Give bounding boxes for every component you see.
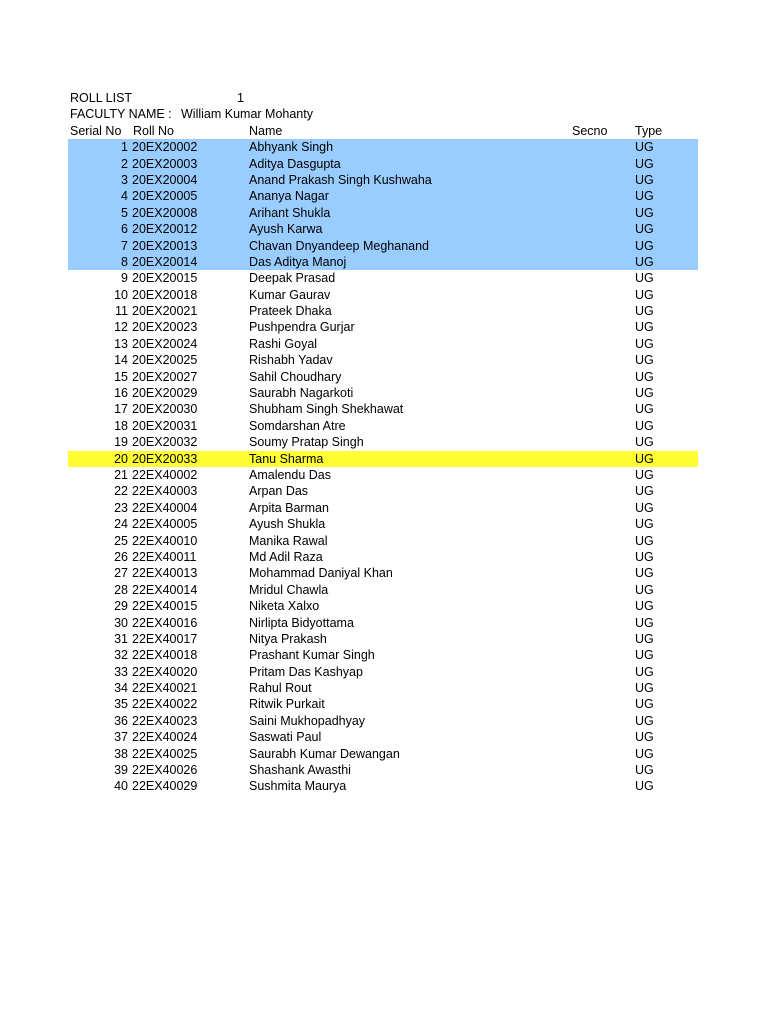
header-serial-no: Serial No [70, 123, 122, 138]
type-cell: UG [635, 156, 654, 171]
type-cell: UG [635, 418, 654, 433]
serial-no-cell: 3 [121, 172, 128, 187]
type-cell: UG [635, 713, 654, 728]
table-row [68, 287, 698, 303]
type-cell: UG [635, 763, 654, 778]
roll-no-cell: 22EX40023 [132, 713, 198, 728]
roll-no-cell: 22EX40024 [132, 730, 198, 745]
roll-no-cell: 20EX20027 [132, 369, 198, 384]
roll-no-cell: 20EX20004 [132, 172, 198, 187]
roll-list-sheet [68, 90, 698, 795]
roll-no-cell: 20EX20013 [132, 238, 198, 253]
serial-no-cell: 26 [114, 549, 128, 564]
type-cell: UG [635, 484, 654, 499]
serial-no-cell: 6 [121, 222, 128, 237]
table-row [68, 205, 698, 221]
type-cell: UG [635, 746, 654, 761]
student-name-cell: Sahil Choudhary [249, 369, 342, 384]
type-cell: UG [635, 615, 654, 630]
student-name-cell: Arpan Das [249, 484, 309, 499]
student-name-cell: Tanu Sharma [249, 451, 324, 466]
student-name-cell: Arihant Shukla [249, 205, 331, 220]
roll-no-cell: 20EX20029 [132, 386, 198, 401]
student-name-cell: Rahul Rout [249, 681, 312, 696]
roll-no-cell: 22EX40011 [132, 549, 197, 564]
type-cell: UG [635, 648, 654, 663]
roll-no-cell: 22EX40017 [132, 631, 198, 646]
roll-no-cell: 20EX20005 [132, 189, 198, 204]
roll-no-cell: 22EX40013 [132, 566, 198, 581]
student-name-cell: Das Aditya Manoj [249, 254, 347, 269]
roll-no-cell: 20EX20025 [132, 353, 198, 368]
type-cell: UG [635, 172, 654, 187]
serial-no-cell: 40 [114, 779, 128, 794]
serial-no-cell: 22 [114, 484, 128, 499]
type-cell: UG [635, 533, 654, 548]
student-name-cell: Saurabh Nagarkoti [249, 386, 354, 401]
student-name-cell: Saurabh Kumar Dewangan [249, 746, 400, 761]
serial-no-cell: 24 [114, 517, 128, 532]
table-row [68, 254, 698, 270]
serial-no-cell: 27 [114, 566, 128, 581]
table-row [68, 680, 698, 696]
serial-no-cell: 14 [114, 353, 128, 368]
serial-no-cell: 12 [114, 320, 128, 335]
student-name-cell: Niketa Xalxo [249, 599, 320, 614]
type-cell: UG [635, 500, 654, 515]
serial-no-cell: 11 [115, 304, 128, 319]
serial-no-cell: 23 [114, 500, 128, 515]
roll-no-cell: 22EX40021 [132, 681, 198, 696]
student-name-cell: Mridul Chawla [249, 582, 329, 597]
type-cell: UG [635, 566, 654, 581]
header-type: Type [635, 123, 663, 138]
student-name-cell: Kumar Gaurav [249, 287, 331, 302]
type-cell: UG [635, 631, 654, 646]
type-cell: UG [635, 730, 654, 745]
table-row [68, 172, 698, 188]
student-name-cell: Prashant Kumar Singh [249, 648, 375, 663]
table-row [68, 746, 698, 762]
student-name-cell: Mohammad Daniyal Khan [249, 566, 393, 581]
roll-no-cell: 22EX40020 [132, 664, 198, 679]
type-cell: UG [635, 435, 654, 450]
type-cell: UG [635, 189, 654, 204]
table-row [68, 221, 698, 237]
table-row [68, 188, 698, 204]
type-cell: UG [635, 353, 654, 368]
roll-no-cell: 20EX20014 [132, 254, 198, 269]
roll-no-cell: 22EX40018 [132, 648, 198, 663]
table-row [68, 598, 698, 614]
student-name-cell: Pritam Das Kashyap [249, 664, 363, 679]
table-row [68, 434, 698, 450]
student-name-cell: Chavan Dnyandeep Meghanand [249, 238, 429, 253]
roll-no-cell: 22EX40002 [132, 467, 198, 482]
table-row [68, 631, 698, 647]
type-cell: UG [635, 517, 654, 532]
type-cell: UG [635, 254, 654, 269]
header-row [68, 123, 698, 139]
serial-no-cell: 7 [121, 238, 128, 253]
student-name-cell: Prateek Dhaka [249, 304, 332, 319]
roll-no-cell: 22EX40014 [132, 582, 198, 597]
roll-list-number: 1 [237, 91, 244, 105]
serial-no-cell: 17 [114, 402, 128, 417]
student-name-cell: Ananya Nagar [249, 189, 329, 204]
type-cell: UG [635, 402, 654, 417]
table-row [68, 647, 698, 663]
type-cell: UG [635, 451, 654, 466]
serial-no-cell: 13 [114, 336, 128, 351]
roll-no-cell: 20EX20023 [132, 320, 198, 335]
student-name-cell: Nitya Prakash [249, 631, 327, 646]
table-row [68, 549, 698, 565]
serial-no-cell: 25 [114, 533, 128, 548]
table-row [68, 238, 698, 254]
faculty-label: FACULTY NAME : [70, 107, 172, 122]
student-name-cell: Anand Prakash Singh Kushwaha [249, 172, 432, 187]
type-cell: UG [635, 664, 654, 679]
serial-no-cell: 4 [121, 189, 128, 204]
roll-no-cell: 20EX20018 [132, 287, 198, 302]
table-row [68, 139, 698, 155]
roll-no-cell: 22EX40004 [132, 500, 198, 515]
serial-no-cell: 34 [114, 681, 128, 696]
table-row [68, 303, 698, 319]
type-cell: UG [635, 549, 654, 564]
header-roll-no: Roll No [133, 123, 174, 138]
table-row [68, 762, 698, 778]
serial-no-cell: 2 [121, 156, 128, 171]
serial-no-cell: 35 [114, 697, 128, 712]
serial-no-cell: 19 [114, 435, 128, 450]
serial-no-cell: 16 [114, 386, 128, 401]
table-row [68, 401, 698, 417]
type-cell: UG [635, 681, 654, 696]
roll-no-cell: 20EX20015 [132, 271, 198, 286]
type-cell: UG [635, 271, 654, 286]
serial-no-cell: 9 [121, 271, 128, 286]
student-name-cell: Pushpendra Gurjar [249, 320, 355, 335]
student-name-cell: Shubham Singh Shekhawat [249, 402, 404, 417]
roll-no-cell: 22EX40016 [132, 615, 198, 630]
roll-no-cell: 20EX20033 [132, 451, 198, 466]
table-row [68, 156, 698, 172]
table-row [68, 582, 698, 598]
type-cell: UG [635, 336, 654, 351]
table-row [68, 565, 698, 581]
student-name-cell: Arpita Barman [249, 500, 329, 515]
table-row [68, 483, 698, 499]
student-name-cell: Shashank Awasthi [249, 763, 351, 778]
serial-no-cell: 38 [114, 746, 128, 761]
roll-no-cell: 22EX40026 [132, 763, 198, 778]
student-name-cell: Saswati Paul [249, 730, 322, 745]
table-row [68, 664, 698, 680]
serial-no-cell: 30 [114, 615, 128, 630]
type-cell: UG [635, 304, 654, 319]
type-cell: UG [635, 287, 654, 302]
serial-no-cell: 33 [114, 664, 128, 679]
roll-no-cell: 22EX40010 [132, 533, 198, 548]
table-row [68, 467, 698, 483]
type-cell: UG [635, 386, 654, 401]
table-row [68, 352, 698, 368]
type-cell: UG [635, 779, 654, 794]
table-row [68, 336, 698, 352]
student-name-cell: Rashi Goyal [249, 336, 318, 351]
table-row [68, 713, 698, 729]
student-name-cell: Abhyank Singh [249, 140, 334, 155]
roll-no-cell: 20EX20003 [132, 156, 198, 171]
serial-no-cell: 1 [121, 140, 128, 155]
table-row [68, 451, 698, 467]
student-name-cell: Ritwik Purkait [249, 697, 325, 712]
roll-no-cell: 20EX20030 [132, 402, 198, 417]
roll-no-cell: 20EX20024 [132, 336, 198, 351]
roll-no-cell: 22EX40025 [132, 746, 198, 761]
table-row [68, 615, 698, 631]
student-name-cell: Ayush Karwa [249, 222, 323, 237]
roll-no-cell: 22EX40005 [132, 517, 198, 532]
title-line [68, 90, 698, 106]
type-cell: UG [635, 599, 654, 614]
student-name-cell: Saini Mukhopadhyay [249, 713, 366, 728]
type-cell: UG [635, 320, 654, 335]
student-name-cell: Soumy Pratap Singh [249, 435, 364, 450]
table-row [68, 418, 698, 434]
serial-no-cell: 5 [121, 205, 128, 220]
roll-no-cell: 22EX40015 [132, 599, 198, 614]
serial-no-cell: 39 [114, 763, 128, 778]
table-row [68, 270, 698, 286]
roll-no-cell: 20EX20002 [132, 140, 198, 155]
student-name-cell: Amalendu Das [249, 467, 331, 482]
faculty-name: William Kumar Mohanty [181, 107, 313, 122]
student-name-cell: Deepak Prasad [249, 271, 336, 286]
type-cell: UG [635, 697, 654, 712]
table-row [68, 729, 698, 745]
header-secno: Secno [572, 123, 608, 138]
student-name-cell: Ayush Shukla [249, 517, 326, 532]
serial-no-cell: 32 [114, 648, 128, 663]
student-name-cell: Rishabh Yadav [249, 353, 333, 368]
type-cell: UG [635, 582, 654, 597]
roll-no-cell: 22EX40029 [132, 779, 198, 794]
type-cell: UG [635, 140, 654, 155]
serial-no-cell: 21 [114, 467, 128, 482]
faculty-line [68, 106, 698, 122]
serial-no-cell: 15 [114, 369, 128, 384]
serial-no-cell: 8 [121, 254, 128, 269]
header-name: Name [249, 123, 283, 138]
serial-no-cell: 28 [114, 582, 128, 597]
student-name-cell: Sushmita Maurya [249, 779, 347, 794]
roll-no-cell: 20EX20021 [132, 304, 198, 319]
serial-no-cell: 20 [114, 451, 128, 466]
type-cell: UG [635, 467, 654, 482]
serial-no-cell: 36 [114, 713, 128, 728]
table-row [68, 385, 698, 401]
type-cell: UG [635, 222, 654, 237]
type-cell: UG [635, 238, 654, 253]
type-cell: UG [635, 369, 654, 384]
table-row [68, 533, 698, 549]
roll-no-cell: 20EX20012 [132, 222, 198, 237]
table-row [68, 778, 698, 794]
roll-no-cell: 20EX20032 [132, 435, 198, 450]
table-row [68, 696, 698, 712]
student-name-cell: Nirlipta Bidyottama [249, 615, 354, 630]
roll-list-title: ROLL LIST [70, 91, 133, 105]
serial-no-cell: 31 [114, 631, 128, 646]
student-name-cell: Md Adil Raza [249, 549, 323, 564]
roll-no-cell: 20EX20031 [132, 418, 198, 433]
student-name-cell: Manika Rawal [249, 533, 328, 548]
student-rows [68, 139, 698, 795]
table-row [68, 319, 698, 335]
roll-no-cell: 22EX40022 [132, 697, 198, 712]
serial-no-cell: 10 [114, 287, 128, 302]
roll-no-cell: 22EX40003 [132, 484, 198, 499]
serial-no-cell: 29 [114, 599, 128, 614]
student-name-cell: Aditya Dasgupta [249, 156, 341, 171]
serial-no-cell: 18 [114, 418, 128, 433]
roll-no-cell: 20EX20008 [132, 205, 198, 220]
table-row [68, 516, 698, 532]
table-row [68, 369, 698, 385]
type-cell: UG [635, 205, 654, 220]
student-name-cell: Somdarshan Atre [249, 418, 346, 433]
table-row [68, 500, 698, 516]
serial-no-cell: 37 [114, 730, 128, 745]
